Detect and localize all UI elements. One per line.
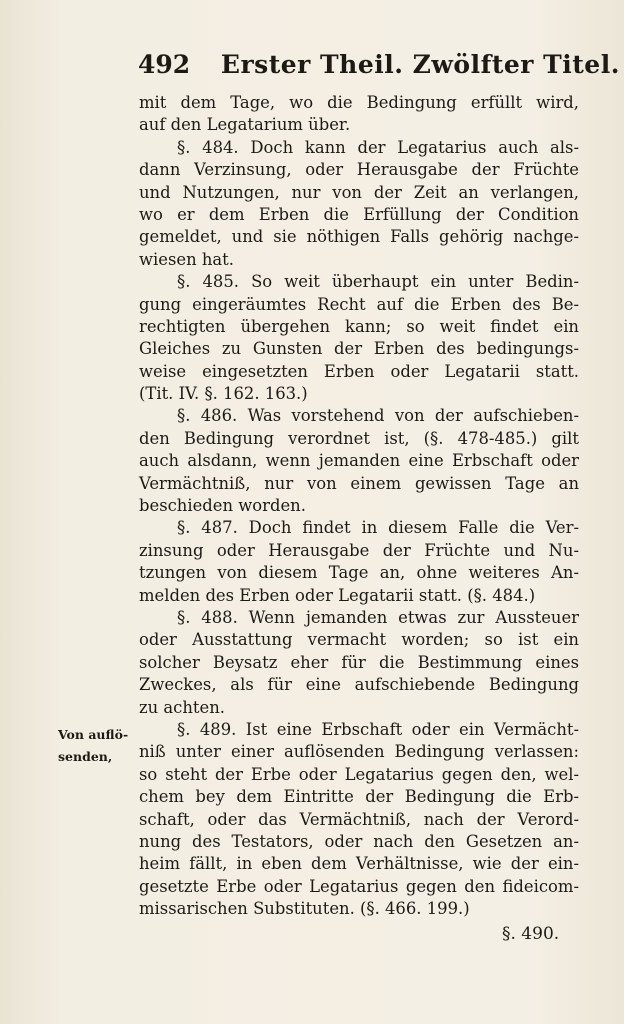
body-text xyxy=(139,92,579,920)
text-line: §. 484. Doch kann der Legatarius auch als- xyxy=(177,137,579,157)
paragraph xyxy=(139,607,579,719)
text-line: melden des Erben oder Legatarii statt. (§. 484.) xyxy=(139,585,536,605)
header-title: Erster Theil. Zwölfter Titel. xyxy=(220,50,620,79)
paragraph xyxy=(139,719,579,921)
text-line: auch alsdann, wenn jemanden eine Erbschaft oder xyxy=(139,451,579,471)
text-line: rechtigten übergehen kann; so weit findet ein xyxy=(139,316,579,336)
paragraph xyxy=(139,92,579,137)
text-line: weise eingesetzten Erben oder Legatarii statt. xyxy=(139,361,579,381)
text-line: §. 489. Ist eine Erbschaft oder ein Vermächt- xyxy=(177,719,579,739)
text-line: §. 488. Wenn jemanden etwas zur Aussteuer xyxy=(177,607,579,627)
text-line: mit dem Tage, wo die Bedingung erfüllt wird, xyxy=(139,93,579,112)
paragraph xyxy=(139,137,579,271)
text-line: (Tit. IV. §. 162. 163.) xyxy=(139,384,308,404)
text-line: Vermächtniß, nur von einem gewissen Tage an xyxy=(139,473,579,493)
text-line: auf den Legatarium über. xyxy=(139,115,351,135)
text-line: zinsung oder Herausgabe der Früchte und Nu- xyxy=(139,540,579,560)
text-line: oder Ausstattung vermacht worden; so ist ein xyxy=(139,630,579,650)
text-line: §. 487. Doch findet in diesem Falle die Ver- xyxy=(177,518,579,538)
catchword: §. 490. xyxy=(502,924,560,944)
text-line: niß unter einer auflösenden Bedingung verlassen: xyxy=(139,742,579,762)
page-number: 492 xyxy=(138,50,191,79)
paragraph xyxy=(139,405,579,517)
text-line: und Nutzungen, nur von der Zeit an verlangen, xyxy=(139,182,579,202)
paragraph xyxy=(139,271,579,405)
text-line: gung eingeräumtes Recht auf die Erben des Be- xyxy=(139,294,579,314)
text-line: nung des Testators, oder nach den Gesetzen an- xyxy=(139,831,579,851)
text-line: zu achten. xyxy=(139,697,225,717)
text-line: missarischen Substituten. (§. 466. 199.) xyxy=(139,899,470,919)
text-line: so steht der Erbe oder Legatarius gegen den, wel- xyxy=(139,764,579,784)
paragraph xyxy=(139,517,579,607)
text-line: Zweckes, als für eine aufschiebende Bedingung xyxy=(139,675,579,695)
text-line: wo er dem Erben die Erfüllung der Condition xyxy=(139,204,579,224)
text-line: dann Verzinsung, oder Herausgabe der Früchte xyxy=(139,160,579,180)
text-line: heim fällt, in eben dem Verhältnisse, wie der ein- xyxy=(139,854,579,874)
text-line: Gleiches zu Gunsten der Erben des bedingungs- xyxy=(139,339,579,359)
text-line: §. 486. Was vorstehend von der aufschieben- xyxy=(177,406,579,426)
text-line: tzungen von diesem Tage an, ohne weiteres An- xyxy=(139,563,579,583)
text-line: §. 485. So weit überhaupt ein unter Bedin- xyxy=(177,272,579,292)
text-line: wiesen hat. xyxy=(139,249,234,269)
text-line: gemeldet, und sie nöthigen Falls gehörig nachge- xyxy=(139,227,579,247)
text-line: chem bey dem Eintritte der Bedingung die Erb- xyxy=(139,787,579,807)
running-header xyxy=(138,48,620,82)
text-line: beschieden worden. xyxy=(139,496,306,516)
margin-note xyxy=(58,726,132,771)
text-line: gesetzte Erbe oder Legatarius gegen den fideicom- xyxy=(139,876,579,896)
text-line: solcher Beysatz eher für die Bestimmung eines xyxy=(139,652,579,672)
text-line: den Bedingung verordnet ist, (§. 478-485.) gilt xyxy=(139,428,579,448)
margin-note-line: Von auflö- xyxy=(58,727,129,742)
margin-note-line: senden, xyxy=(58,749,113,765)
text-line: schaft, oder das Vermächtniß, nach der Verord- xyxy=(139,809,579,829)
